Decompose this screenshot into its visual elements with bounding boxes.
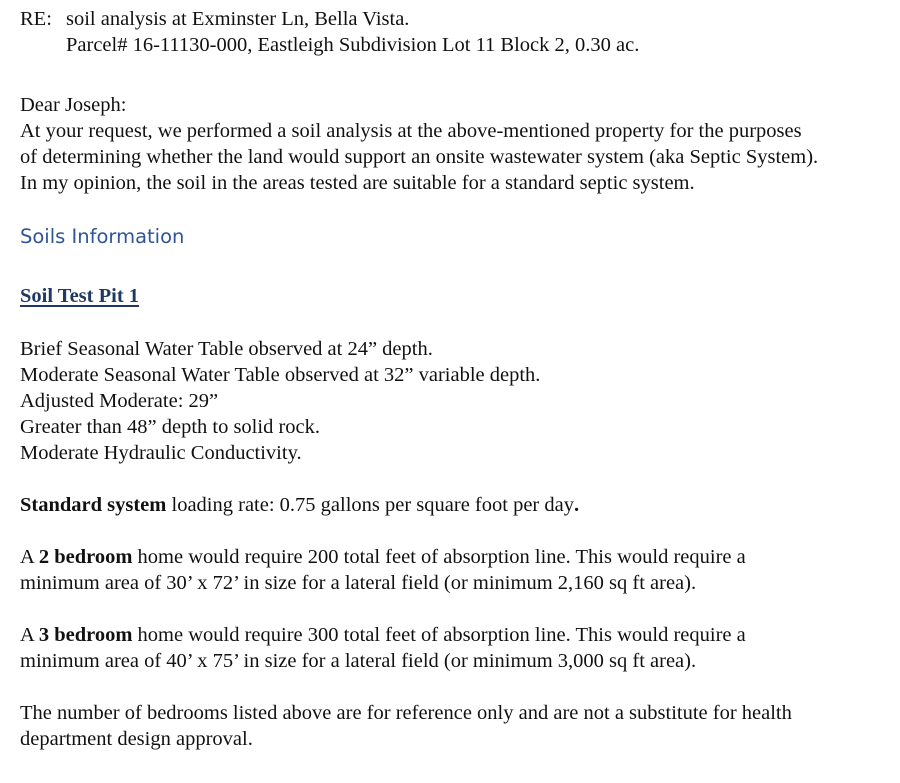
two-bedroom-bold: 2 bedroom: [38, 546, 133, 568]
loading-rate-text: loading rate: 0.75 gallons per square foot per day: [166, 494, 574, 516]
disclaimer-line: department design approval.: [20, 728, 253, 750]
loading-rate-line: [20, 492, 890, 518]
three-bedroom-line-2: minimum area of 40’ x 75’ in size for a lateral field (or minimum 3,000 sq ft area).: [20, 650, 697, 672]
pit-finding: Adjusted Moderate: 29”: [20, 390, 219, 412]
two-bedroom-line-1: [20, 544, 890, 570]
two-bedroom-rest: home would require 200 total feet of absorption line. This would require a: [132, 546, 746, 568]
pit-finding: Brief Seasonal Water Table observed at 24” depth.: [20, 338, 433, 360]
loading-rate-bold: Standard system: [20, 494, 167, 516]
parcel-line: Parcel# 16-11130-000, Eastleigh Subdivision Lot 11 Block 2, 0.30 ac.: [66, 34, 640, 56]
loading-rate-end: .: [573, 494, 580, 516]
re-subject: soil analysis at Exminster Ln, Bella Vista.: [66, 8, 410, 30]
intro-line: of determining whether the land would support an onsite wastewater system (aka Septic System).: [20, 146, 819, 168]
re-label: RE:: [20, 8, 52, 30]
intro-line: In my opinion, the soil in the areas tested are suitable for a standard septic system.: [20, 172, 695, 194]
section-heading-soils-information: Soils Information: [20, 225, 185, 248]
re-subject-line: [20, 6, 890, 32]
pit-finding: Moderate Seasonal Water Table observed at 32” variable depth.: [20, 364, 541, 386]
letter-document: [20, 6, 890, 752]
three-bedroom-line-1: [20, 622, 890, 648]
intro-line: At your request, we performed a soil analysis at the above-mentioned property for the purposes: [20, 120, 802, 142]
disclaimer-paragraph: [20, 700, 890, 752]
three-bedroom-paragraph: [20, 622, 890, 674]
two-bedroom-line-2: minimum area of 30’ x 72’ in size for a lateral field (or minimum 2,160 sq ft area).: [20, 572, 697, 594]
disclaimer-line: The number of bedrooms listed above are for reference only and are not a substitute for health: [20, 702, 792, 724]
three-bedroom-bold: 3 bedroom: [38, 624, 133, 646]
three-bedroom-rest: home would require 300 total feet of absorption line. This would require a: [132, 624, 746, 646]
salutation: Dear Joseph:: [20, 94, 127, 116]
intro-paragraph: [20, 118, 890, 196]
two-bedroom-prefix: A: [20, 546, 39, 568]
three-bedroom-prefix: A: [20, 624, 39, 646]
soil-test-pit-heading: Soil Test Pit 1: [20, 285, 140, 307]
two-bedroom-paragraph: [20, 544, 890, 596]
soil-test-pit-findings: [20, 336, 890, 466]
pit-finding: Greater than 48” depth to solid rock.: [20, 416, 321, 438]
pit-finding: Moderate Hydraulic Conductivity.: [20, 442, 302, 464]
